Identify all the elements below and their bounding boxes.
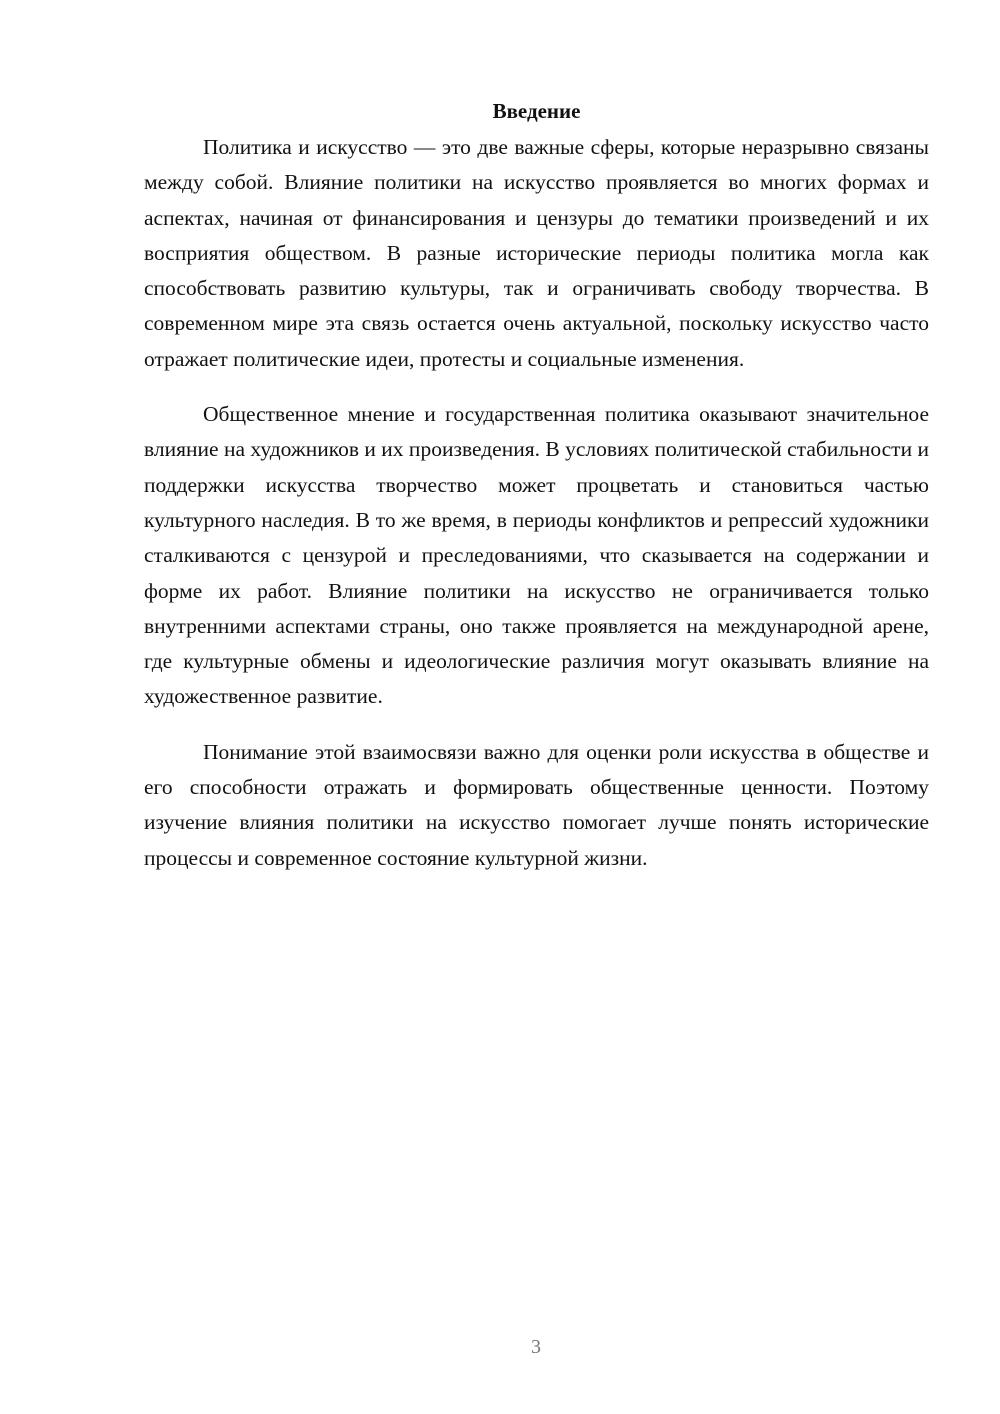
page-content	[144, 96, 929, 896]
paragraph-3: Понимание этой взаимосвязи важно для оценки роли искусства в обществе и его способности отражать и формировать общественные ценности. Поэтому изучение влияния политики на искусство помогает лучше понять исторические процессы и современное состояние культурной жизни.	[144, 739, 929, 870]
page-title: Введение	[492, 99, 581, 123]
paragraph-1: Политика и искусство — это две важные сферы, которые неразрывно связаны между собой. Влияние политики на искусство проявляется во многих формах и аспектах, начиная от финансирования и цензуры до тематики произведений и их восприятия обществом. В разные исторические периоды политика могла как способствовать развитию культуры, так и ограничивать свободу творчества. В современном мире эта связь остается очень актуальной, поскольку искусство часто отражает политические идеи, протесты и социальные изменения.	[144, 135, 929, 371]
page-number: 3	[531, 1336, 541, 1358]
paragraph-2: Общественное мнение и государственная политика оказывают значительное влияние на художников и их произведения. В условиях политической стабильности и поддержки искусства творчество может процветать и становиться частью культурного наследия. В то же время, в периоды конфликтов и репрессий художники сталкиваются с цензурой и преследованиями, что сказывается на содержании и форме их работ. Влияние политики на искусство не ограничивается только внутренними аспектами страны, оно также проявляется на международной арене, где культурные обмены и идеологические различия могут оказывать влияние на художественное развитие.	[144, 402, 929, 709]
